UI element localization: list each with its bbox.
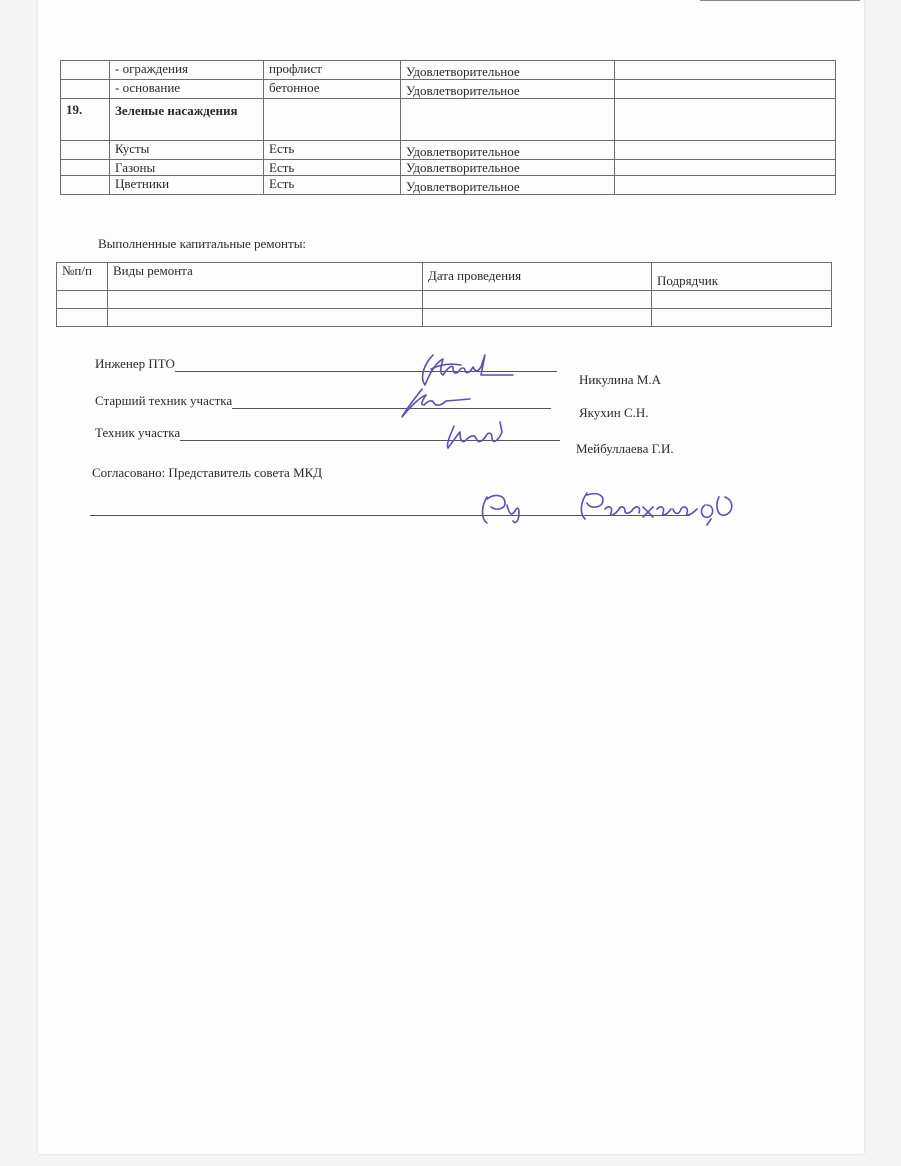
capital-repairs-table [56, 262, 832, 327]
element-name: Зеленые насаждения [110, 99, 264, 141]
empty-cell [57, 291, 108, 309]
empty-cell [108, 309, 423, 327]
element-note [615, 176, 836, 195]
element-note [615, 80, 836, 99]
tech-role: Техник участка [95, 425, 181, 440]
council-representative-handwritten-signature [475, 485, 755, 531]
senior-tech-role: Старший техник участка [95, 393, 233, 408]
table-row [57, 309, 832, 327]
row-number: 19. [61, 99, 110, 141]
row-number [61, 61, 110, 80]
top-edge-rule [700, 0, 860, 1]
element-state: Удовлетворительное [401, 176, 615, 195]
element-material: профлист [264, 61, 401, 80]
table-row [61, 61, 836, 80]
table-row [61, 99, 836, 141]
empty-cell [652, 309, 832, 327]
element-material: бетонное [264, 80, 401, 99]
element-state: Удовлетворительное [401, 160, 615, 176]
table-row [61, 80, 836, 99]
header-contractor: Подрядчик [652, 263, 832, 291]
engineer-role: Инженер ПТО [95, 356, 175, 371]
element-note [615, 160, 836, 176]
senior-tech-name: Якухин С.Н. [579, 405, 649, 420]
empty-cell [423, 309, 652, 327]
element-state: Удовлетворительное [401, 141, 615, 160]
agreed-label: Согласовано: Представитель совета МКД [92, 465, 323, 480]
element-name: Цветники [110, 176, 264, 195]
row-number [61, 160, 110, 176]
empty-cell [423, 291, 652, 309]
element-material: Есть [264, 141, 401, 160]
row-number [61, 176, 110, 195]
header-number: №п/п [57, 263, 108, 291]
table-row [57, 291, 832, 309]
building-elements-table [60, 60, 836, 195]
element-name: - основание [110, 80, 264, 99]
element-state [401, 99, 615, 141]
empty-cell [652, 291, 832, 309]
table-row [61, 160, 836, 176]
element-name: Газоны [110, 160, 264, 176]
header-repair-type: Виды ремонта [108, 263, 423, 291]
element-state: Удовлетворительное [401, 80, 615, 99]
table-header-row [57, 263, 832, 291]
element-material: Есть [264, 160, 401, 176]
empty-cell [108, 291, 423, 309]
header-date: Дата проведения [423, 263, 652, 291]
element-note [615, 61, 836, 80]
table-row [61, 141, 836, 160]
element-state: Удовлетворительное [401, 61, 615, 80]
row-number [61, 141, 110, 160]
element-material: Есть [264, 176, 401, 195]
repairs-caption: Выполненные капитальные ремонты: [98, 236, 307, 251]
senior-tech-handwritten-signature [392, 383, 502, 423]
element-note [615, 141, 836, 160]
element-material [264, 99, 401, 141]
element-note [615, 99, 836, 141]
engineer-name: Никулина М.А [579, 372, 662, 387]
tech-handwritten-signature [440, 418, 520, 454]
element-name: - ограждения [110, 61, 264, 80]
element-name: Кусты [110, 141, 264, 160]
tech-name: Мейбуллаева Г.И. [576, 441, 674, 456]
table-row [61, 176, 836, 195]
empty-cell [57, 309, 108, 327]
row-number [61, 80, 110, 99]
